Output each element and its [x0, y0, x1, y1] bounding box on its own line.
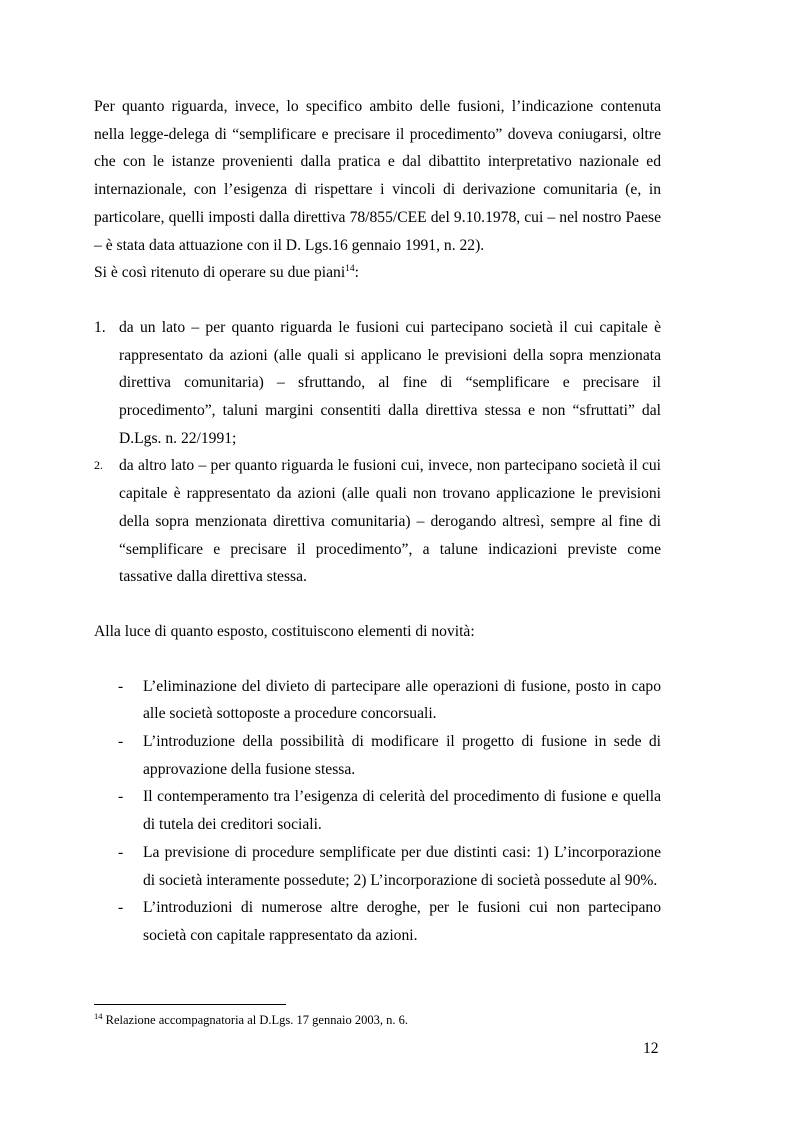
- numbered-list-item: [94, 452, 661, 591]
- dash-bullet: -: [118, 733, 124, 751]
- planes-sentence: [94, 259, 661, 287]
- footnote-text: Relazione accompagnatoria al D.Lgs. 17 gennaio 2003, n. 6.: [102, 1013, 408, 1027]
- dash-item-text: L’introduzioni di numerose altre deroghe, per le fusioni cui non partecipano società con capitale rappresentato da azioni.: [143, 899, 661, 944]
- dash-item-text: L’introduzione della possibilità di modificare il progetto di fusione in sede di approvazione della fusione stessa.: [143, 733, 661, 778]
- page-body: [94, 93, 661, 950]
- dash-bullet: -: [118, 677, 124, 695]
- novelty-intro: Alla luce di quanto esposto, costituiscono elementi di novità:: [94, 622, 475, 640]
- dash-item-text: La previsione di procedure semplificate per due distinti casi: 1) L’incorporazione di società interamente possedute; 2) L’incorporazione di società possedute al 90%.: [143, 843, 661, 889]
- footnote-reference[interactable]: 14: [345, 264, 355, 275]
- list-item-text: da un lato – per quanto riguarda le fusioni cui partecipano società il cui capitale è rappresentato da azioni (alle quali si applicano le previsioni della sopra menzionata direttiva comunitaria) – sfruttando, al fine di “semplificare e precisare il procedimento”, taluni margini consentiti dalla direttiva stessa e non “sfruttati” dal D.Lgs. n. 22/1991;: [119, 318, 661, 447]
- list-number: 2.: [94, 458, 103, 473]
- dash-item-text: L’eliminazione del divieto di partecipare alle operazioni di fusione, posto in capo alle società sottoposte a procedure concorsuali.: [143, 677, 661, 723]
- dash-bullet: -: [118, 843, 124, 861]
- dash-list-item: [94, 673, 661, 728]
- list-item-text: da altro lato – per quanto riguarda le fusioni cui, invece, non partecipano società il cui capitale è rappresentato da azioni (alle quali non trovano applicazione le previsioni della sopra menzionata direttiva comunitaria) – derogando altresì, sempre al fine di “semplificare e precisare il procedimento”, a talune indicazioni previste come tassative dalla direttiva stessa.: [119, 457, 661, 586]
- spacer: [94, 646, 661, 673]
- spacer: [94, 591, 661, 618]
- planes-sentence-text: Si è così ritenuto di operare su due piani: [94, 264, 346, 282]
- spacer: [94, 287, 661, 314]
- page-number: 12: [643, 1040, 659, 1057]
- dash-list-item: [94, 783, 661, 838]
- footnote-separator: [94, 1004, 286, 1005]
- footnote-number: 14: [94, 1010, 103, 1021]
- dash-item-text: Il contemperamento tra l’esigenza di celerità del procedimento di fusione e quella di tutela dei creditori sociali.: [143, 788, 661, 834]
- dash-bullet: -: [118, 899, 124, 917]
- numbered-list-item: [94, 314, 661, 453]
- intro-paragraph: Per quanto riguarda, invece, lo specifico ambito delle fusioni, l’indicazione contenuta nella legge-delega di “semplificare e precisare il procedimento” doveva coniugarsi, oltre che con le istanze provenienti dalla pratica e dal dibattito interpretativo nazionale ed internazionale, con l’esigenza di rispettare i vincoli di derivazione comunitaria (e, in particolare, quelli imposti dalla direttiva 78/855/CEE del 9.10.1978, cui – nel nostro Paese – è stata data attuazione con il D. Lgs.16 gennaio 1991, n. 22).: [94, 98, 661, 254]
- dash-list-item: [94, 728, 661, 783]
- dash-list-item: [94, 894, 661, 949]
- list-number: 1.: [94, 318, 106, 336]
- dash-list-item: [94, 839, 661, 894]
- planes-sentence-suffix: :: [354, 264, 360, 282]
- numbered-list: [94, 314, 661, 591]
- dash-list: [94, 673, 661, 950]
- footnote: [94, 1012, 408, 1028]
- dash-bullet: -: [118, 788, 124, 806]
